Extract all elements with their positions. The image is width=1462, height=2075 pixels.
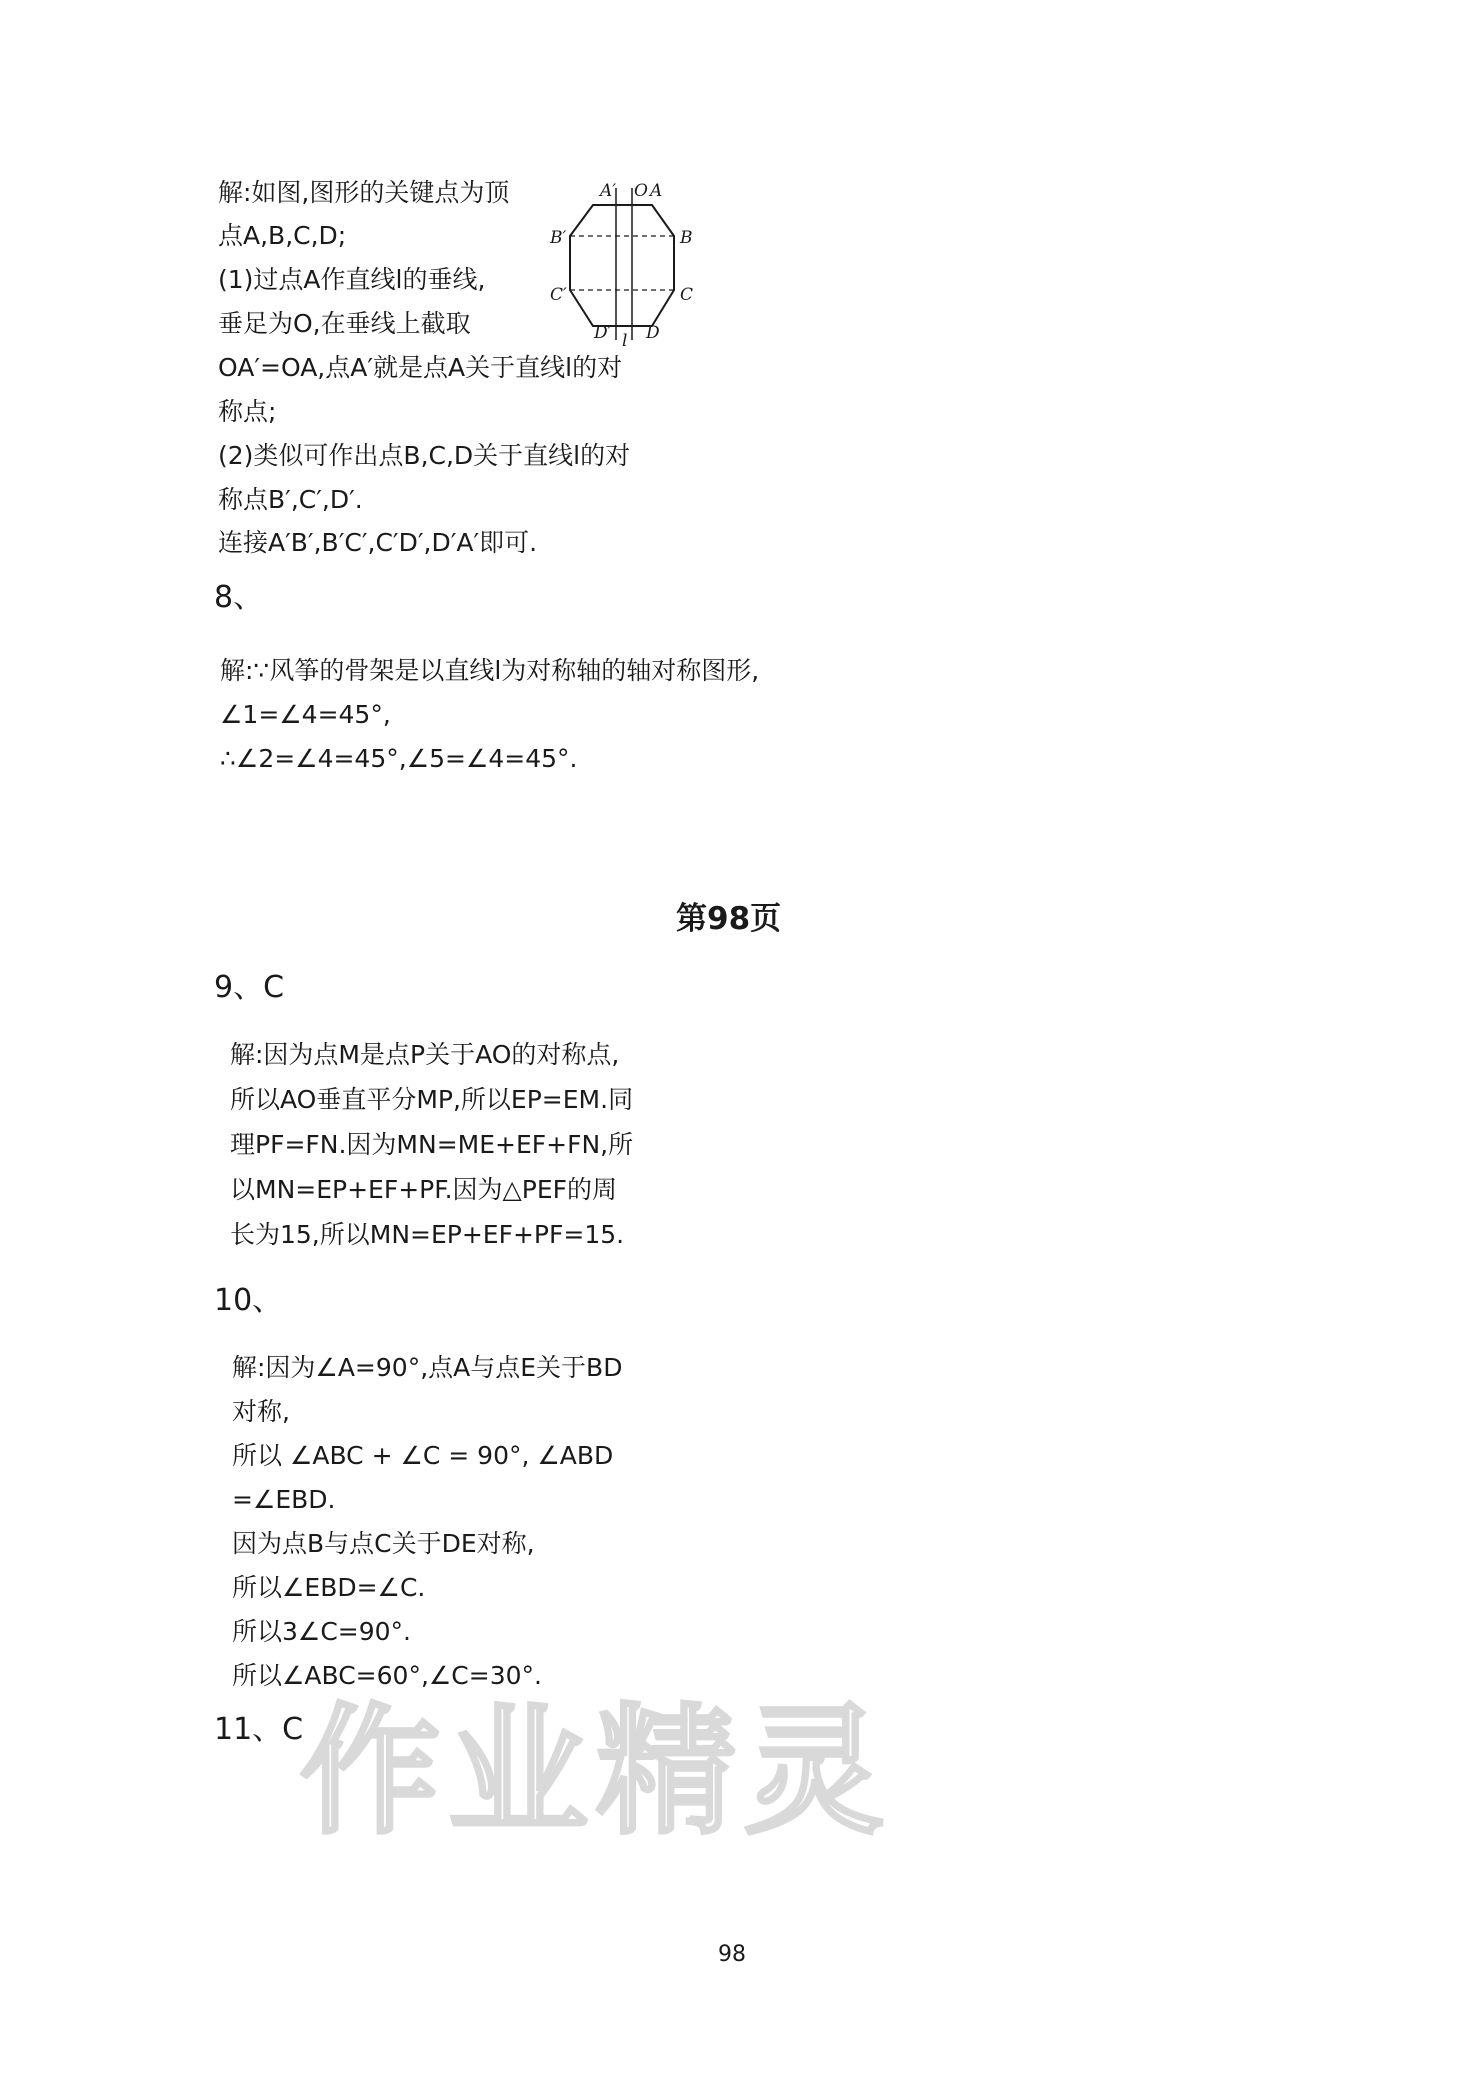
p8-line-3: ∴∠2=∠4=45°,∠5=∠4=45°.	[220, 744, 578, 773]
label-o: O	[634, 181, 648, 201]
p7-line-3: (1)过点A作直线l的垂线,	[218, 265, 486, 294]
p9-line-1: 解:因为点M是点P关于AO的对称点,	[230, 1040, 620, 1069]
p7-line-9: 连接A′B′,B′C′,C′D′,D′A′即可.	[218, 528, 538, 557]
label-c-prime: C′	[550, 285, 567, 305]
p8-line-2: ∠1=∠4=45°,	[220, 700, 391, 729]
p7-line-2: 点A,B,C,D;	[218, 221, 347, 250]
label-b: B	[680, 228, 693, 248]
p9-line-2: 所以AO垂直平分MP,所以EP=EM.同	[230, 1085, 634, 1114]
label-a: A	[650, 181, 663, 201]
watermark-logo: 作业精灵	[300, 1691, 893, 1854]
p10-line-7: 所以3∠C=90°.	[232, 1617, 411, 1646]
p10-line-2: 对称,	[232, 1397, 290, 1426]
p9-line-3: 理PF=FN.因为MN=ME+EF+FN,所	[230, 1130, 634, 1159]
label-d-prime: D′	[594, 323, 612, 343]
p7-line-8: 称点B′,C′,D′.	[218, 485, 363, 514]
p9-line-5: 长为15,所以MN=EP+EF+PF=15.	[230, 1220, 625, 1249]
problem8-heading: 8、	[214, 580, 264, 615]
problem11-heading: 11、C	[214, 1712, 304, 1747]
label-a-prime: A′	[600, 181, 617, 201]
hexagon-figure	[550, 180, 720, 350]
label-d: D	[646, 323, 660, 343]
hexagon-outline	[570, 205, 674, 326]
p10-line-1: 解:因为∠A=90°,点A与点E关于BD	[232, 1353, 623, 1382]
p7-line-5: OA′=OA,点A′就是点A关于直线l的对	[218, 353, 623, 382]
p10-line-6: 所以∠EBD=∠C.	[232, 1573, 426, 1602]
p9-line-4: 以MN=EP+EF+PF.因为△PEF的周	[230, 1175, 618, 1204]
page-number: 98	[718, 1942, 746, 1967]
p10-line-5: 因为点B与点C关于DE对称,	[232, 1529, 535, 1558]
page-title: 第98页	[676, 901, 782, 937]
p7-line-1: 解:如图,图形的关键点为顶	[218, 178, 510, 207]
p7-line-4: 垂足为O,在垂线上截取	[218, 309, 471, 338]
p10-line-3: 所以 ∠ABC + ∠C = 90°, ∠ABD	[232, 1441, 614, 1470]
problem10-heading: 10、	[214, 1283, 283, 1318]
p10-line-8: 所以∠ABC=60°,∠C=30°.	[232, 1661, 542, 1690]
p7-line-6: 称点;	[218, 397, 277, 426]
p10-line-4: =∠EBD.	[232, 1485, 336, 1514]
label-c: C	[680, 285, 694, 305]
p7-line-7: (2)类似可作出点B,C,D关于直线l的对	[218, 441, 631, 470]
label-l: l	[622, 331, 628, 350]
problem9-heading: 9、C	[214, 970, 285, 1005]
label-b-prime: B′	[550, 228, 567, 248]
p8-line-1: 解:∵风筝的骨架是以直线l为对称轴的轴对称图形,	[220, 656, 760, 685]
